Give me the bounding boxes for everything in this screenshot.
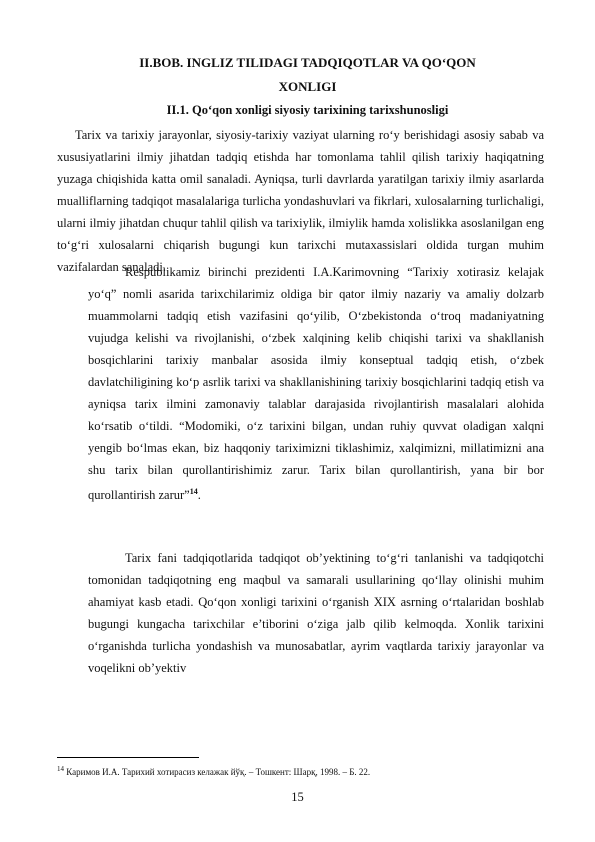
paragraph-3: Tarix fani tadqiqotlarida tadqiqot ob’yektining to‘g‘ri tanlanishi va tadqiqotchi tomonidan tadqiqotning eng maqbul va samarali usullarining qo‘llay olinishi muhim ahamiyat kasb etadi. Qo‘qon xonligi tarixini o‘rganish XIX asrning o‘rtalaridan boshlab bugungi kungacha tarixchilar e’tiborini o‘ziga jalb qilib kelmoqda. Xonlik tarixini o‘rganishda turlicha yondashish va munosabatlar, ayrim vaqtlarda tarixiy jarayonlar va voqelikni ob’yektiv <box>88 551 544 675</box>
paragraph-2 <box>88 261 544 506</box>
footnote-text: Каримов И.А. Тарихий хотирасиз келажак йўқ. – Тошкент: Шарқ, 1998. – Б. 22. <box>64 767 371 777</box>
footnote-reference[interactable]: 14 <box>189 487 198 496</box>
paragraph-2-end: . <box>197 488 201 503</box>
paragraph-2-text: Respublikamiz birinchi prezidenti I.A.Karimovning “Tarixiy xotirasiz kelajak yo‘q” nomli asarida tarixchilarimiz oldiga bir qator ilmiy nazariy va amaliy dolzarb muammolarni tadqiq etish vazifasini qo‘yilib, O‘zbekistonda o‘troq madaniyatning vujudga kelishi va rivojlanishi, o‘zbek xalqining kelib chiqishi tarixi va shakllanish bosqichlarini tarixiy manbalar asosida ilmiy konseptual tadqiq etish, o‘zbek davlatchiligining ko‘p asrlik tarixi va shakllanishining tarixiy bosqichlarini tadqiq etish va ayniqsa tarix ilmini zamonaviy talablar darajasida rivojlantirish masalalari alohida ko‘rsatib o‘tildi. “Modomiki, o‘z tarixini bilgan, undan ruhiy quvvat oladigan xalqni yengib bo‘lmas ekan, biz haqqoniy tariximizni tiklashimiz, xalqimizni, millatimizni ana shu tarix bilan qurollantirishimiz zarur. Tarix bilan qurollantirish, yana bir bor qurollantirish zarur” <box>88 265 544 503</box>
section-title: II.1. Qo‘qon xonligi siyosiy tarixining tarixshunosligi <box>166 103 449 117</box>
footnote <box>57 763 544 778</box>
chapter-title-line1: II.BOB. INGLIZ TILIDAGI TADQIQOTLAR VA QO‘QON <box>139 55 476 70</box>
footnote-number: 14 <box>57 765 64 773</box>
chapter-title-line2: XONLIGI <box>278 79 337 94</box>
page-number: 15 <box>291 790 304 804</box>
footnote-separator <box>57 757 199 758</box>
paragraph-1: Tarix va tarixiy jarayonlar, siyosiy-tarixiy vaziyat ularning ro‘y berishidagi asosiy sabab va xususiyatlarini ilmiy jihatdan tadqiq etishda har tomonlama tahlil qilish tarixiy haqiqatning yuzaga chiqishida katta omil sanaladi. Ayniqsa, turli davrlarda yaratilgan tarixiy ilmiy asarlarda mualliflarning tadqiqot masalalariga turlicha yondashuvlari va fikrlari, xulosalarning turlichaligi, ularni ilmiy jihatdan chuqur tahlil qilish va tarixiylik, ilmiylik hamda xolislikka asoslanilgan eng to‘g‘ri xulosalarni chiqarish bugungi kun tarixchi mutaxassislari oldida turgan muhim vazifalardan sanaladi. <box>57 128 544 274</box>
